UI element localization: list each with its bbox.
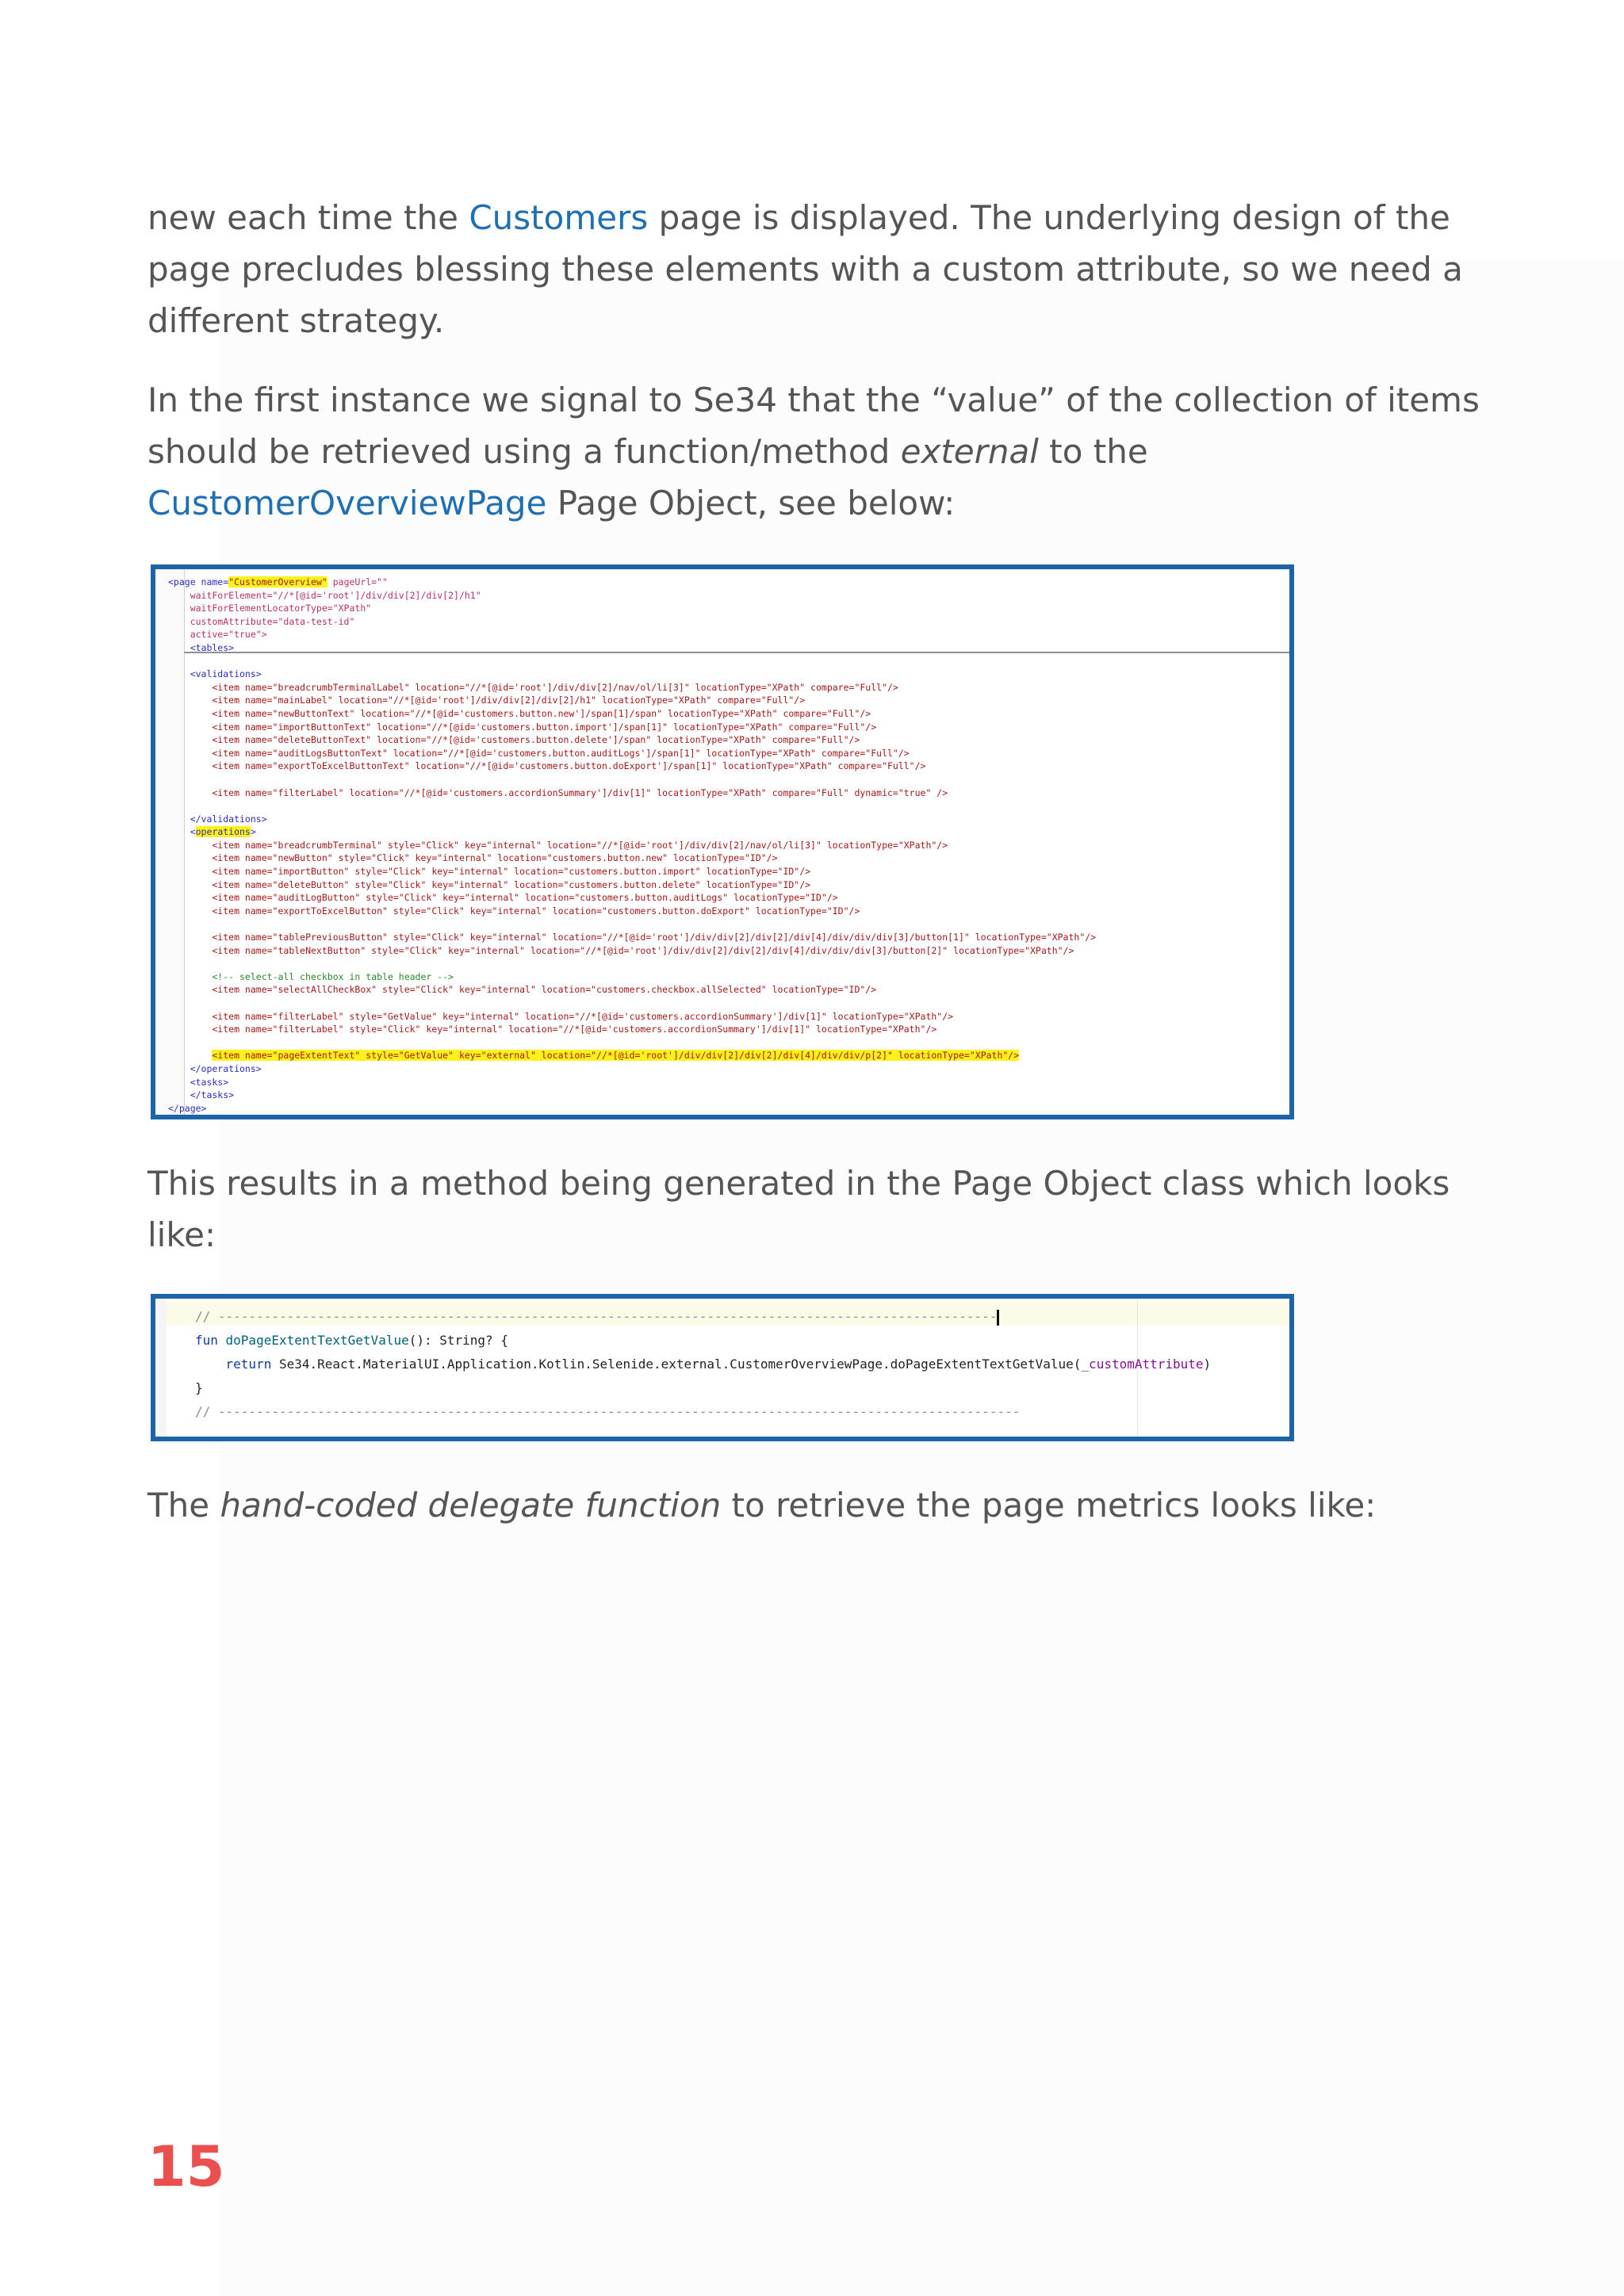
blank-line	[168, 773, 1096, 786]
highlighted-page-name: "CustomerOverview"	[228, 576, 327, 587]
paragraph-line: This results in a method being generated in the Page Object class which looks	[147, 1164, 1450, 1203]
code-line: <validations>	[168, 668, 262, 680]
emphasis-external: external	[900, 432, 1039, 471]
code-indent	[168, 1050, 212, 1061]
code-line	[155, 1353, 1211, 1376]
text-span: new each time the	[147, 198, 469, 237]
highlighted-operations-tag: operations	[195, 826, 251, 838]
code-line: active="true">	[168, 629, 267, 641]
paragraph-line	[147, 477, 1496, 529]
emphasis-delegate-function: hand-coded delegate function	[220, 1486, 722, 1525]
code-line: <item name="breadcrumbTerminalLabel" location="//*[@id='root']/div/div[2]/nav/ol/li[3]" locationType="XPath" compare="Full"/>	[168, 681, 898, 693]
paragraph-line: like:	[147, 1215, 216, 1254]
code-line: <item name="mainLabel" location="//*[@id='root']/div/div[2]/div[2]/h1" locationType="XPath" compare="Full"/>	[168, 695, 806, 706]
customer-overview-page-link[interactable]: CustomerOverviewPage	[147, 484, 547, 522]
text-span: Page Object, see below:	[546, 484, 956, 522]
code-line: <tables>	[168, 641, 235, 653]
code-line: <item name="filterLabel" style="GetValue" key="internal" location="//*[@id='customers.accordionSummary']/div[1]" locationType="XPath"/>	[168, 1010, 954, 1022]
code-token: Se34.React.MaterialUI.Application.Kotlin.Selenide.external.CustomerOverviewPage.doPageExtentTextGetValue(	[278, 1357, 1082, 1372]
code-line: </page>	[168, 1102, 207, 1114]
code-line: <item name="deleteButtonText" location="//*[@id='customers.button.delete']/span" locationType="XPath" compare="Full"/>	[168, 734, 860, 746]
code-line	[168, 1049, 1096, 1062]
code-comment: // ------------------------------------------------------------------------------------------------------	[195, 1309, 998, 1324]
highlighted-page-extent-item: <item name="pageExtentText" style="GetValue" key="external" location="//*[@id='root']/div/div[2]/div[2]/div[4]/div/div/p[2]" locationType="XPath"/>	[212, 1050, 1020, 1062]
paragraph-strategy	[147, 374, 1496, 529]
code-line: <item name="auditLogsButtonText" location="//*[@id='customers.button.auditLogs']/span[1]" locationType="XPath" compare="Full"/>	[168, 747, 910, 759]
code-line: <item name="importButtonText" location="//*[@id='customers.button.import']/span[1]" locationType="XPath" compare="Full"/>	[168, 721, 877, 733]
code-line: </operations>	[168, 1062, 262, 1074]
keyword: fun	[195, 1333, 226, 1348]
blank-line	[168, 655, 1096, 668]
blank-line	[168, 997, 1096, 1010]
code-token: <page name=	[168, 576, 229, 587]
xml-code-screenshot	[151, 564, 1294, 1119]
customers-link[interactable]: Customers	[469, 198, 649, 237]
code-line: <item name="deleteButton" style="Click" key="internal" location="customers.button.delete" locationType="ID"/>	[168, 878, 811, 890]
code-token: >	[250, 826, 256, 838]
blank-line	[168, 799, 1096, 813]
paragraph-delegate	[147, 1479, 1496, 1531]
code-line: <item name="breadcrumbTerminal" style="Click" key="internal" location="//*[@id='root']/div/div[2]/nav/ol/li[3]" locationType="XPath"/>	[168, 839, 948, 851]
paragraph-intro	[147, 192, 1496, 346]
kotlin-code	[155, 1305, 1211, 1424]
code-line	[168, 576, 1096, 589]
code-line: <item name="tableNextButton" style="Click" key="internal" location="//*[@id='root']/div/div[2]/div[2]/div[4]/div/div/div[3]/button[2]" locationType="XPath"/>	[168, 944, 1074, 956]
text-span: page is displayed. The underlying design of the	[648, 198, 1450, 237]
paragraph-result	[147, 1158, 1496, 1261]
page-number: 15	[147, 2134, 225, 2199]
code-line: <item name="newButton" style="Click" key="internal" location="customers.button.new" locationType="ID"/>	[168, 852, 778, 864]
code-token: <	[168, 826, 196, 838]
code-line: waitForElement="//*[@id='root']/div/div[2]/div[2]/h1"	[168, 589, 481, 601]
code-token: )	[1203, 1357, 1212, 1372]
code-line: <item name="exportToExcelButton" style="Click" key="internal" location="customers.button.doExport" locationType="ID"/>	[168, 905, 860, 916]
text-span: should be retrieved using a function/method	[147, 432, 901, 471]
code-line	[155, 1305, 1211, 1329]
text-span: The	[147, 1486, 220, 1525]
code-token: pageUrl=""	[327, 576, 388, 587]
code-line	[168, 825, 1096, 839]
code-line: <tasks>	[168, 1076, 229, 1088]
paragraph-line	[147, 1479, 1496, 1531]
code-line: </tasks>	[168, 1089, 235, 1101]
paragraph-line	[147, 192, 1496, 243]
code-line: customAttribute="data-test-id"	[168, 615, 355, 627]
code-line: <item name="auditLogButton" style="Click" key="internal" location="customers.button.auditLogs" locationType="ID"/>	[168, 892, 838, 904]
text-caret	[997, 1310, 999, 1326]
code-line: <item name="newButtonText" location="//*[@id='customers.button.new']/span[1]/span" locationType="XPath" compare="Full"/>	[168, 707, 871, 719]
code-line: <item name="tablePreviousButton" style="Click" key="internal" location="//*[@id='root']/div/div[2]/div[2]/div[4]/div/div/div[3]/button[1]" locationType="XPath"/>	[168, 932, 1097, 943]
code-line: waitForElementLocatorType="XPath"	[168, 603, 372, 614]
code-line: // ---------------------------------------------------------------------------------------------------------	[195, 1404, 1021, 1419]
code-token: (): String? {	[408, 1333, 508, 1348]
kotlin-code-screenshot	[151, 1294, 1294, 1441]
paragraph-line: page precludes blessing these elements with a custom attribute, so we need a	[147, 250, 1463, 289]
code-line	[155, 1329, 1211, 1353]
code-line: <item name="importButton" style="Click" key="internal" location="customers.button.import" locationType="ID"/>	[168, 866, 811, 878]
paragraph-line	[147, 426, 1496, 477]
blank-line	[168, 1036, 1096, 1050]
keyword: return	[225, 1357, 279, 1372]
blank-line	[168, 957, 1096, 970]
text-span: to retrieve the page metrics looks like:	[721, 1486, 1377, 1525]
code-line: }	[195, 1380, 203, 1395]
code-line: <item name="exportToExcelButtonText" location="//*[@id='customers.button.doExport']/span[1]" locationType="XPath" compare="Full"/>	[168, 760, 926, 772]
blank-line	[168, 917, 1096, 931]
parameter: _customAttribute	[1081, 1357, 1204, 1372]
xml-code	[168, 576, 1096, 1115]
paragraph-line: In the first instance we signal to Se34 that the “value” of the collection of items	[147, 381, 1480, 419]
code-comment: <!-- select-all checkbox in table header -->	[168, 970, 454, 982]
code-line: </validations>	[168, 813, 267, 825]
code-line: <item name="filterLabel" location="//*[@id='customers.accordionSummary']/div[1]" locationType="XPath" compare="Full" dynamic="true" />	[168, 786, 948, 798]
code-line: <item name="filterLabel" style="Click" key="internal" location="//*[@id='customers.accordionSummary']/div[1]" locationType="XPath"/>	[168, 1024, 937, 1035]
code-line: <item name="selectAllCheckBox" style="Click" key="internal" location="customers.checkbox.allSelected" locationType="ID"/>	[168, 984, 877, 996]
text-span: to the	[1038, 432, 1148, 471]
paragraph-line: different strategy.	[147, 301, 445, 340]
function-name: doPageExtentTextGetValue	[225, 1333, 409, 1348]
